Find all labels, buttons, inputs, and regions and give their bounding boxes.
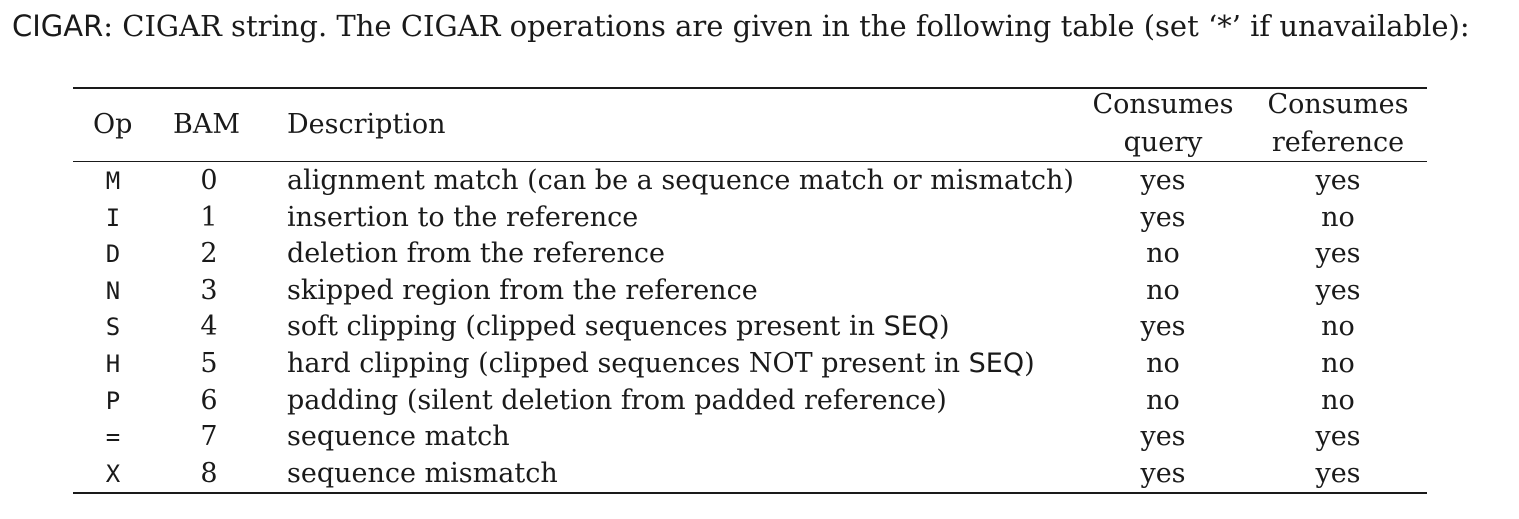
description-text: insertion to the reference: [287, 201, 639, 233]
table-bottom-rule: [73, 492, 1427, 494]
bam-value: 4: [200, 311, 218, 343]
description-text: soft clipping (clipped sequences present in: [287, 311, 884, 343]
table-row: [73, 200, 1427, 237]
description-text: sequence mismatch: [287, 457, 558, 489]
consumes-reference-value: yes: [1315, 457, 1361, 489]
consumes-reference-value: no: [1321, 384, 1355, 416]
bam-value: 1: [200, 201, 218, 233]
consumes-query-value: no: [1146, 274, 1180, 306]
cigar-field-name: CIGAR: [12, 9, 104, 43]
op-code: =: [105, 423, 121, 452]
header-consumes-query-line2: query: [1123, 127, 1203, 158]
header-bam: BAM: [173, 109, 240, 140]
bam-value: 2: [200, 238, 218, 270]
consumes-query-value: yes: [1140, 201, 1186, 233]
intro-sentence: [12, 6, 1470, 46]
description-text-end: ): [1024, 348, 1035, 379]
header-consumes-query: [1086, 86, 1240, 162]
op-code: I: [105, 203, 121, 232]
consumes-query-value: yes: [1140, 457, 1186, 489]
intro-text: : CIGAR string. The CIGAR operations are given in the following table (set ‘*’ if unavailable):: [103, 9, 1470, 43]
table-row: [73, 163, 1427, 200]
description-text: sequence match: [287, 421, 510, 453]
op-code: X: [105, 459, 121, 488]
op-code: D: [105, 240, 121, 269]
table-row: [73, 383, 1427, 420]
description-text: padding (silent deletion from padded reference): [287, 384, 947, 416]
description-cell: [287, 236, 665, 273]
op-code: M: [105, 167, 121, 195]
description-cell: [287, 200, 638, 237]
header-consumes-reference: [1260, 86, 1416, 162]
consumes-query-value: yes: [1140, 311, 1186, 343]
table-row: [73, 419, 1427, 456]
consumes-query-value: no: [1146, 348, 1180, 379]
header-consumes-reference-line1: Consumes: [1267, 89, 1409, 120]
table-row: [73, 346, 1427, 383]
header-consumes-query-line1: Consumes: [1092, 89, 1234, 120]
consumes-reference-value: no: [1321, 348, 1355, 379]
consumes-query-value: yes: [1140, 421, 1186, 453]
header-consumes-reference-line2: reference: [1271, 127, 1405, 158]
description-field-ref: SEQ: [883, 311, 940, 343]
bam-value: 6: [200, 384, 218, 416]
description-text: alignment match (can be a sequence match or mismatch): [287, 165, 1074, 196]
consumes-reference-value: no: [1321, 311, 1355, 343]
description-cell: [287, 273, 758, 310]
header-description: Description: [287, 109, 446, 140]
consumes-reference-value: yes: [1315, 274, 1361, 306]
description-cell: [287, 383, 947, 420]
op-code: P: [105, 386, 121, 415]
description-cell: [287, 346, 1035, 383]
consumes-query-value: no: [1146, 238, 1180, 270]
consumes-query-value: no: [1146, 384, 1180, 416]
description-text: hard clipping (clipped sequences NOT present in: [287, 348, 969, 379]
description-cell: [287, 309, 950, 346]
description-text: skipped region from the reference: [287, 274, 758, 306]
table-row: [73, 309, 1427, 346]
description-text-end: ): [939, 311, 950, 343]
table-row: [73, 456, 1427, 493]
consumes-reference-value: yes: [1315, 165, 1361, 196]
op-code: N: [105, 276, 121, 305]
consumes-query-value: yes: [1140, 165, 1186, 196]
header-op: Op: [93, 109, 133, 140]
description-cell: [287, 163, 1074, 200]
table-header-rule: [73, 161, 1427, 162]
description-cell: [287, 419, 510, 456]
description-cell: [287, 456, 558, 493]
bam-value: 0: [200, 165, 218, 196]
consumes-reference-value: yes: [1315, 421, 1361, 453]
bam-value: 5: [200, 348, 218, 379]
consumes-reference-value: yes: [1315, 238, 1361, 270]
bam-value: 3: [200, 274, 218, 306]
op-code: S: [105, 313, 121, 342]
op-code: H: [105, 350, 121, 378]
consumes-reference-value: no: [1321, 201, 1355, 233]
description-field-ref: SEQ: [968, 348, 1025, 379]
table-row: [73, 236, 1427, 273]
bam-value: 8: [200, 457, 218, 489]
table-row: [73, 273, 1427, 310]
bam-value: 7: [200, 421, 218, 453]
description-text: deletion from the reference: [287, 238, 665, 270]
